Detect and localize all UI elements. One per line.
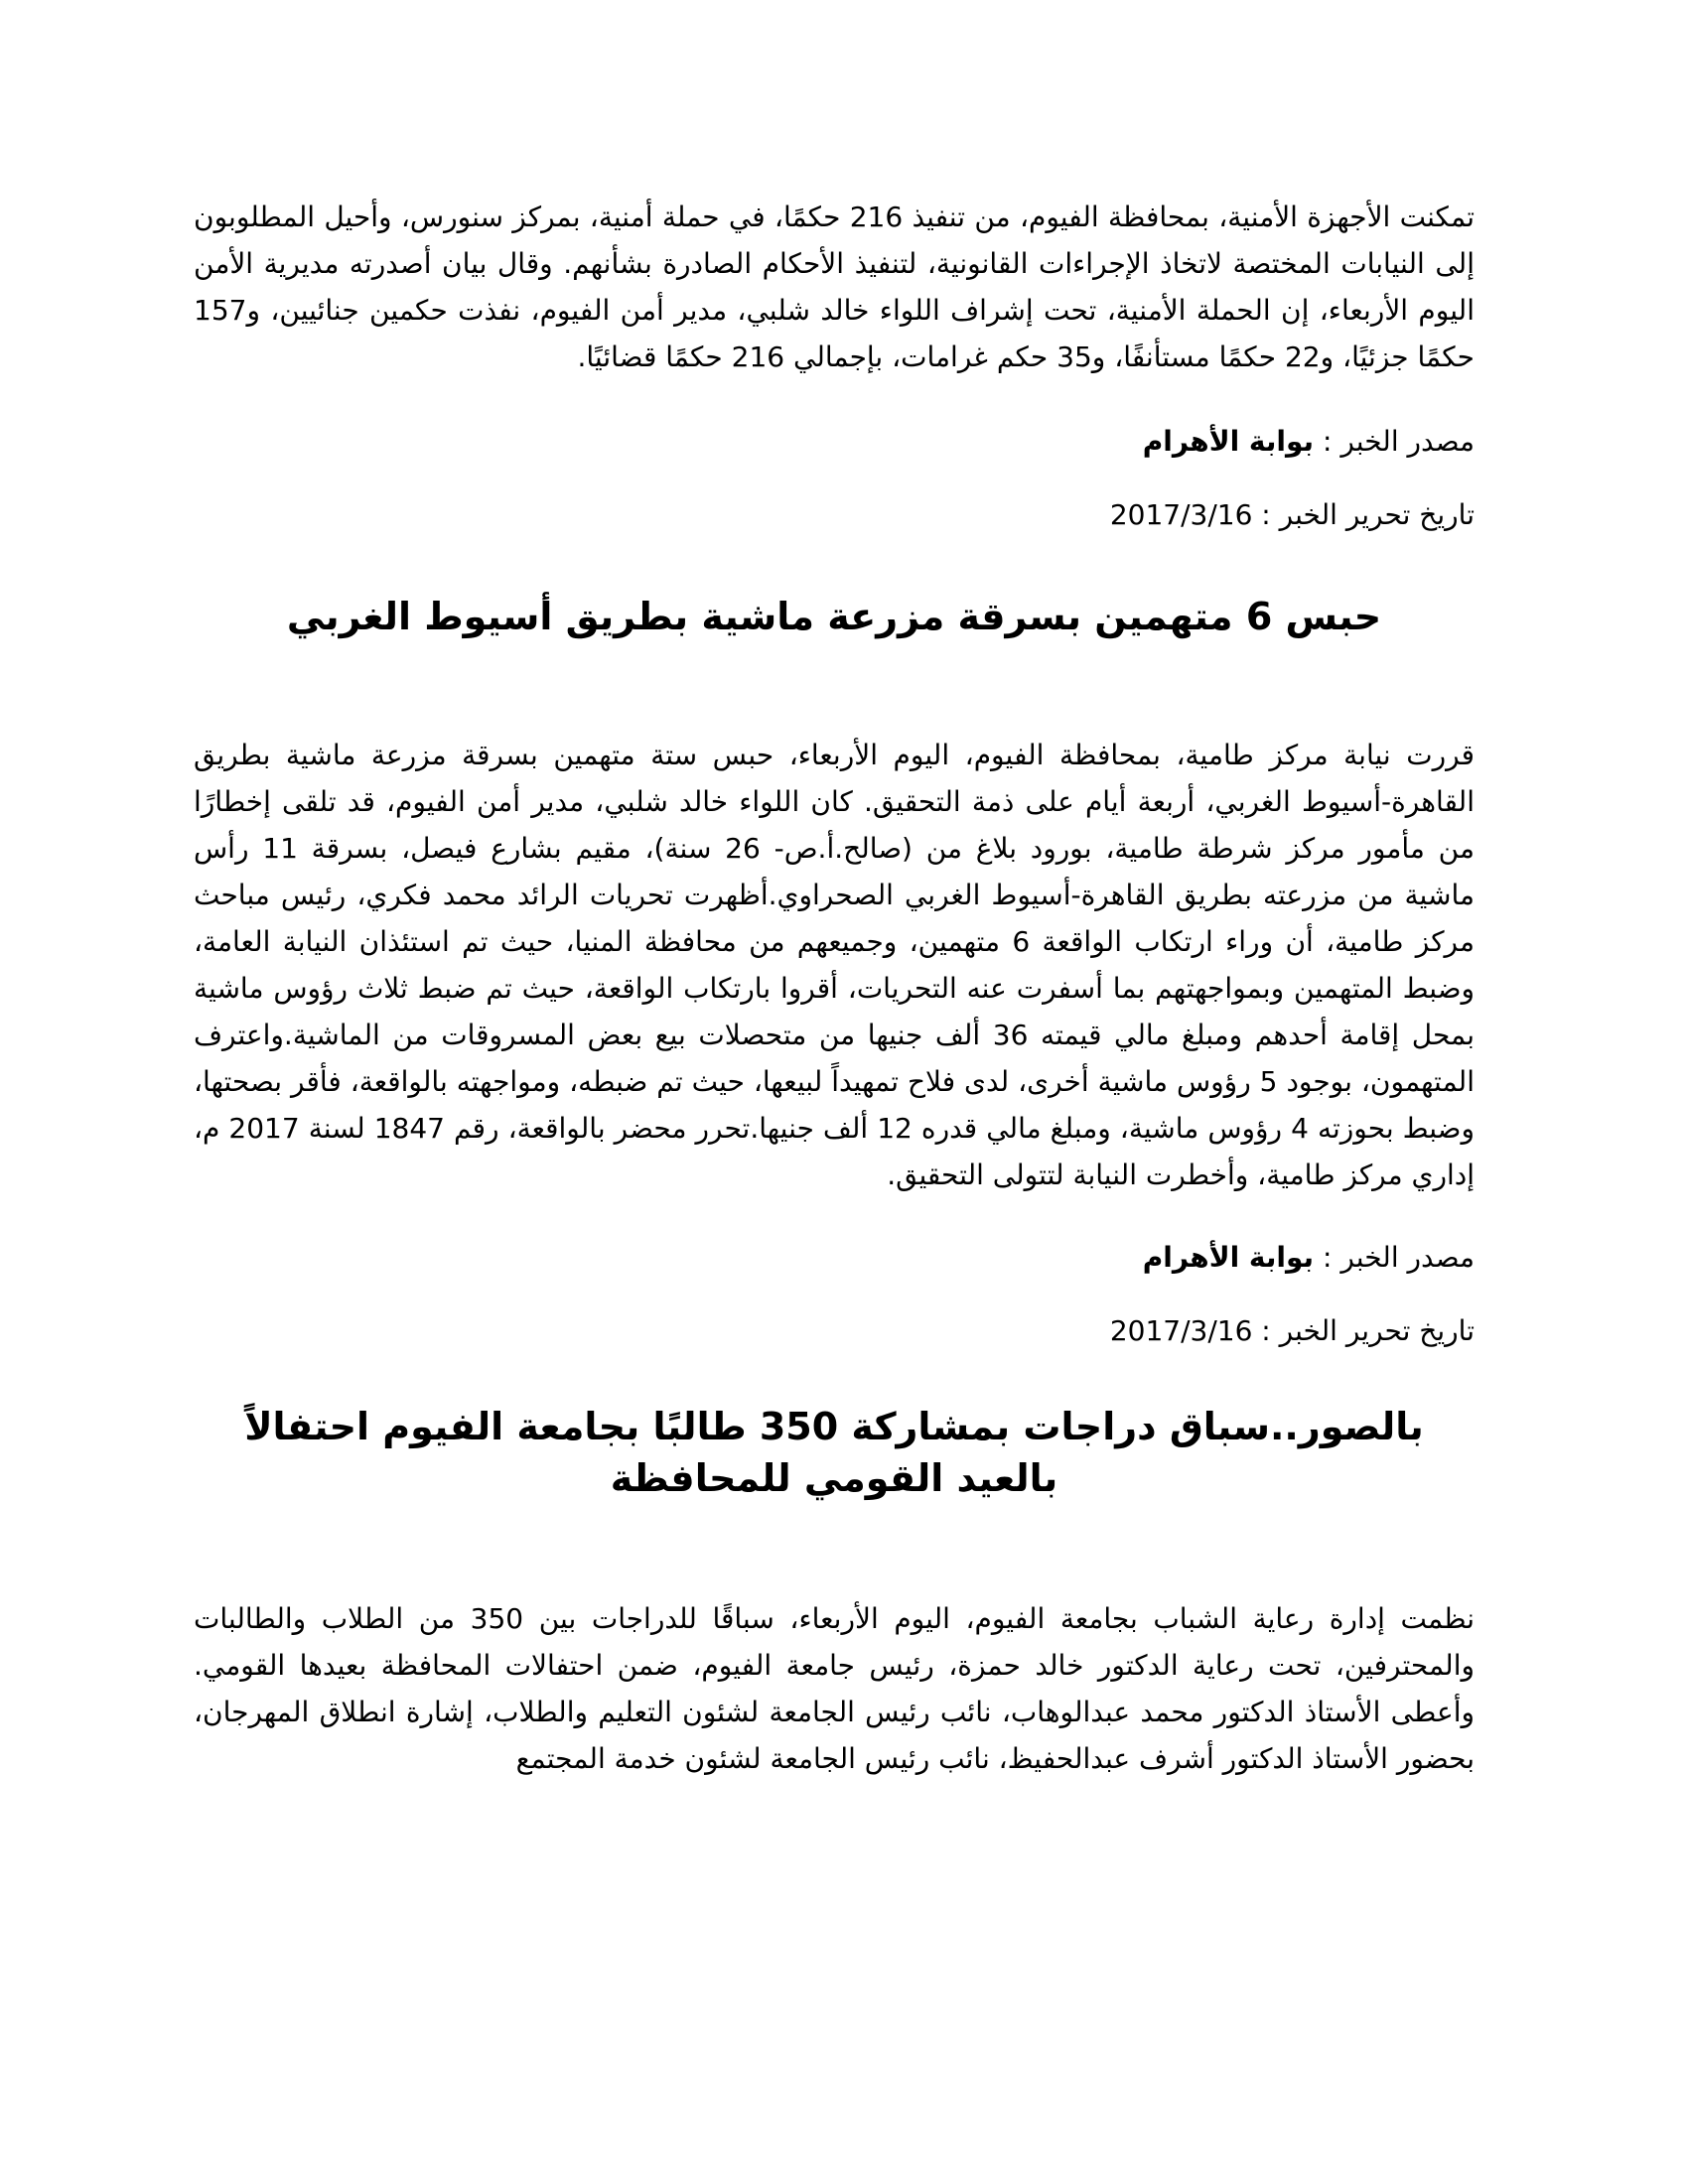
article-2-title: حبس 6 متهمين بسرقة مزرعة ماشية بطريق أسيوط الغربي <box>286 595 1382 638</box>
article-1-body: تمكنت الأجهزة الأمنية، بمحافظة الفيوم، من تنفيذ 216 حكمًا، في حملة أمنية، بمركز سنورس، وأحيل المطلوبون إلى النيابات المختصة لاتخاذ الإجراءات القانونية، لتنفيذ الأحكام الصادرة بشأنهم. وقال بيان أصدرته مديرية الأمن اليوم الأربعاء، إن الحملة الأمنية، تحت إشراف اللواء خالد شلبي، مدير أمن الفيوم، نفذت حكمين جنائيين، و157 حكمًا جزئيًا، و22 حكمًا مستأنفًا، و35 حكم غرامات، بإجمالي 216 حكمًا قضائيًا. <box>194 201 1476 373</box>
date-label: تاريخ تحرير الخبر : <box>1252 1314 1475 1347</box>
source-label: مصدر الخبر : <box>1314 1241 1475 1274</box>
source-value: بوابة الأهرام <box>1142 1241 1315 1274</box>
article-2-body: قررت نيابة مركز طامية، بمحافظة الفيوم، اليوم الأربعاء، حبس ستة متهمين بسرقة مزرعة ماشية بطريق القاهرة-أسيوط الغربي، أربعة أيام على ذمة التحقيق. كان اللواء خالد شلبي، مدير أمن الفيوم، قد تلقى إخطارًا من مأمور مركز شرطة طامية، بورود بلاغ من (صالح.أ.ص- 26 سنة)، مقيم بشارع فيصل، بسرقة 11 رأس ماشية من مزرعته بطريق القاهرة-أسيوط الغربي الصحراوي.أظهرت تحريات الرائد محمد فكري، رئيس مباحث مركز طامية، أن وراء ارتكاب الواقعة 6 متهمين، وجميعهم من محافظة المنيا، حيث تم استئذان النيابة العامة، وضبط المتهمين وبمواجهتهم بما أسفرت عنه التحريات، أقروا بارتكاب الواقعة، حيث تم ضبط ثلاث رؤوس ماشية بمحل إقامة أحدهم ومبلغ مالي قيمته 36 ألف جنيها من متحصلات بيع بعض المسروقات من الماشية.واعترف المتهمون، بوجود 5 رؤوس ماشية أخرى، لدى فلاح تمهيداً لبيعها، حيث تم ضبطه، ومواجهته بالواقعة، فأقر بصحتها، وضبط بحوزته 4 رؤوس ماشية، ومبلغ مالي قدره 12 ألف جنيها.تحرر محضر بالواقعة، رقم 1847 لسنة 2017 م، إداري مركز طامية، وأخطرت النيابة لتتولى التحقيق. <box>194 739 1476 1191</box>
article-3-body: نظمت إدارة رعاية الشباب بجامعة الفيوم، اليوم الأربعاء، سباقًا للدراجات بين 350 من الطلاب والطالبات والمحترفين، تحت رعاية الدكتور خالد حمزة، رئيس جامعة الفيوم، ضمن احتفالات المحافظة بعيدها القومي. وأعطى الأستاذ الدكتور محمد عبدالوهاب، نائب رئيس الجامعة لشئون التعليم والطلاب، إشارة انطلاق المهرجان، بحضور الأستاذ الدكتور أشرف عبدالحفيظ، نائب رئيس الجامعة لشئون خدمة المجتمع <box>194 1602 1475 1775</box>
date-value: 2017/3/16 <box>1109 498 1253 531</box>
source-value: بوابة الأهرام <box>1142 425 1315 458</box>
article-2-date <box>194 1311 1475 1351</box>
date-value: 2017/3/16 <box>1109 1314 1253 1347</box>
article-1-date <box>194 495 1475 535</box>
article-1-source <box>194 422 1475 462</box>
document-page <box>194 194 1475 1782</box>
article-3-title: بالصور..سباق دراجات بمشاركة 350 طالبًا بجامعة الفيوم احتفالاً بالعيد القومي للمحافظة <box>244 1405 1424 1500</box>
date-label: تاريخ تحرير الخبر : <box>1252 498 1475 531</box>
article-2-source <box>194 1238 1475 1278</box>
source-label: مصدر الخبر : <box>1314 425 1475 458</box>
